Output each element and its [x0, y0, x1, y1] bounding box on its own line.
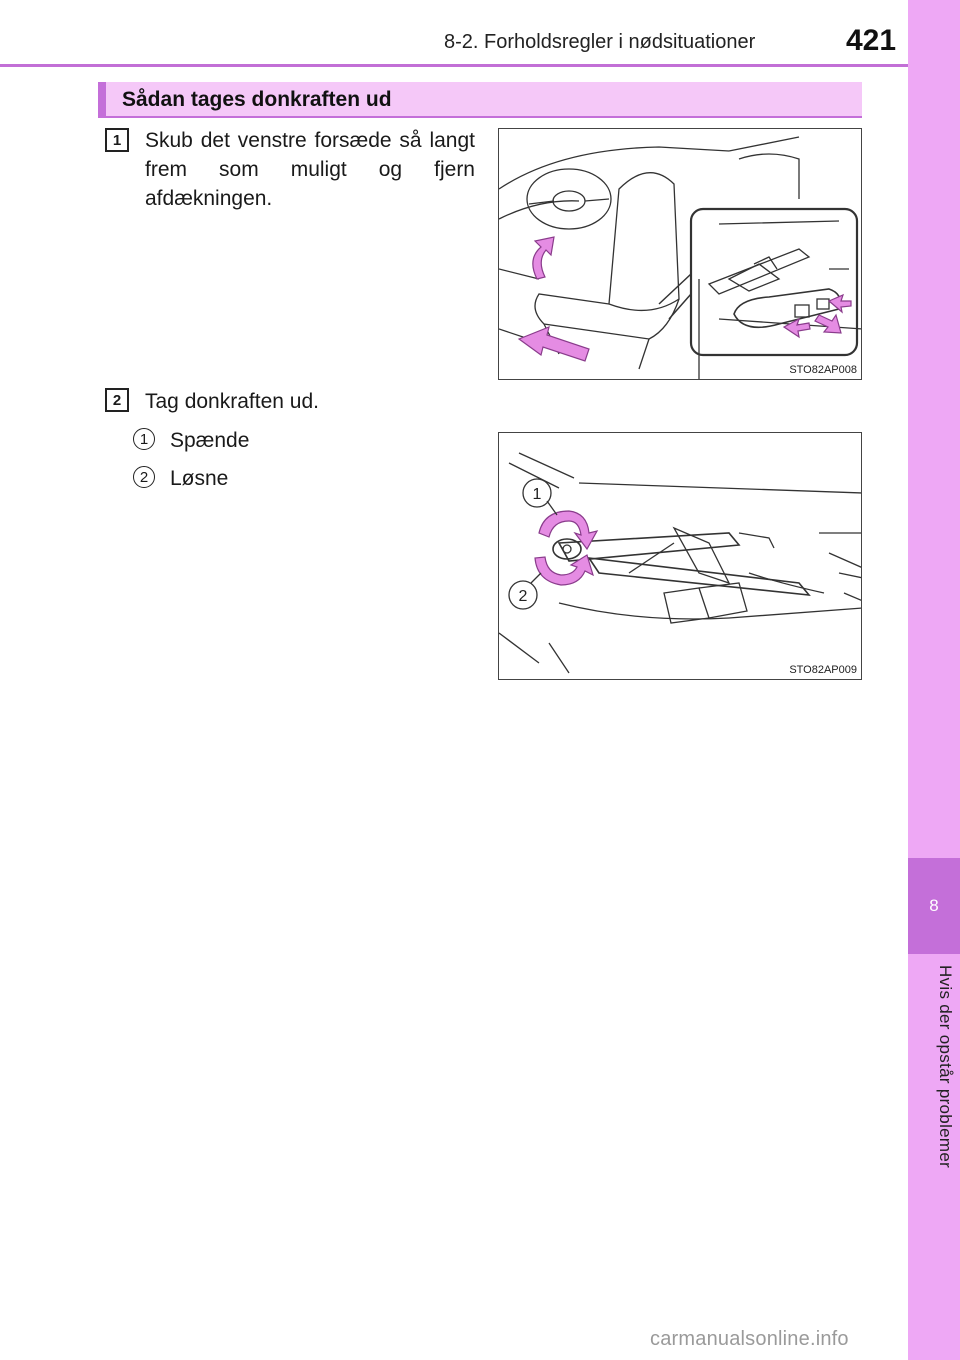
figure-jack [498, 432, 862, 680]
step-number-1: 1 [105, 128, 129, 152]
seat-cover-illustration [499, 129, 862, 380]
chapter-title-vertical: Hvis der opstår problemer [936, 965, 955, 1169]
figure-callout-1: 1 [532, 486, 542, 503]
section-heading-bar [98, 82, 862, 118]
jack-illustration [499, 433, 862, 680]
watermark: carmanualsonline.info [650, 1328, 849, 1350]
page-number: 421 [846, 24, 897, 57]
step-number-2: 2 [105, 388, 129, 412]
figure-code-2: STO82AP009 [789, 664, 857, 676]
header-section-title: 8-2. Forholdsregler i nødsituationer [444, 31, 756, 53]
figure-callout-2: 2 [518, 588, 528, 605]
chapter-number-tab[interactable]: 8 [908, 858, 960, 954]
header-rule [0, 64, 908, 67]
legend-marker-2: 2 [133, 466, 155, 488]
step-2-text: Tag donkraften ud. [145, 390, 319, 413]
step-1-text: Skub det venstre forsæde så langt frem som muligt og fjern afdækningen. [145, 129, 475, 210]
legend-label-1: Spænde [170, 429, 250, 452]
figure-code-1: STO82AP008 [789, 364, 857, 376]
section-title: Sådan tages donkraften ud [122, 88, 392, 111]
legend-label-2: Løsne [170, 467, 229, 490]
figure-seat-cover [498, 128, 862, 380]
legend-marker-1: 1 [133, 428, 155, 450]
